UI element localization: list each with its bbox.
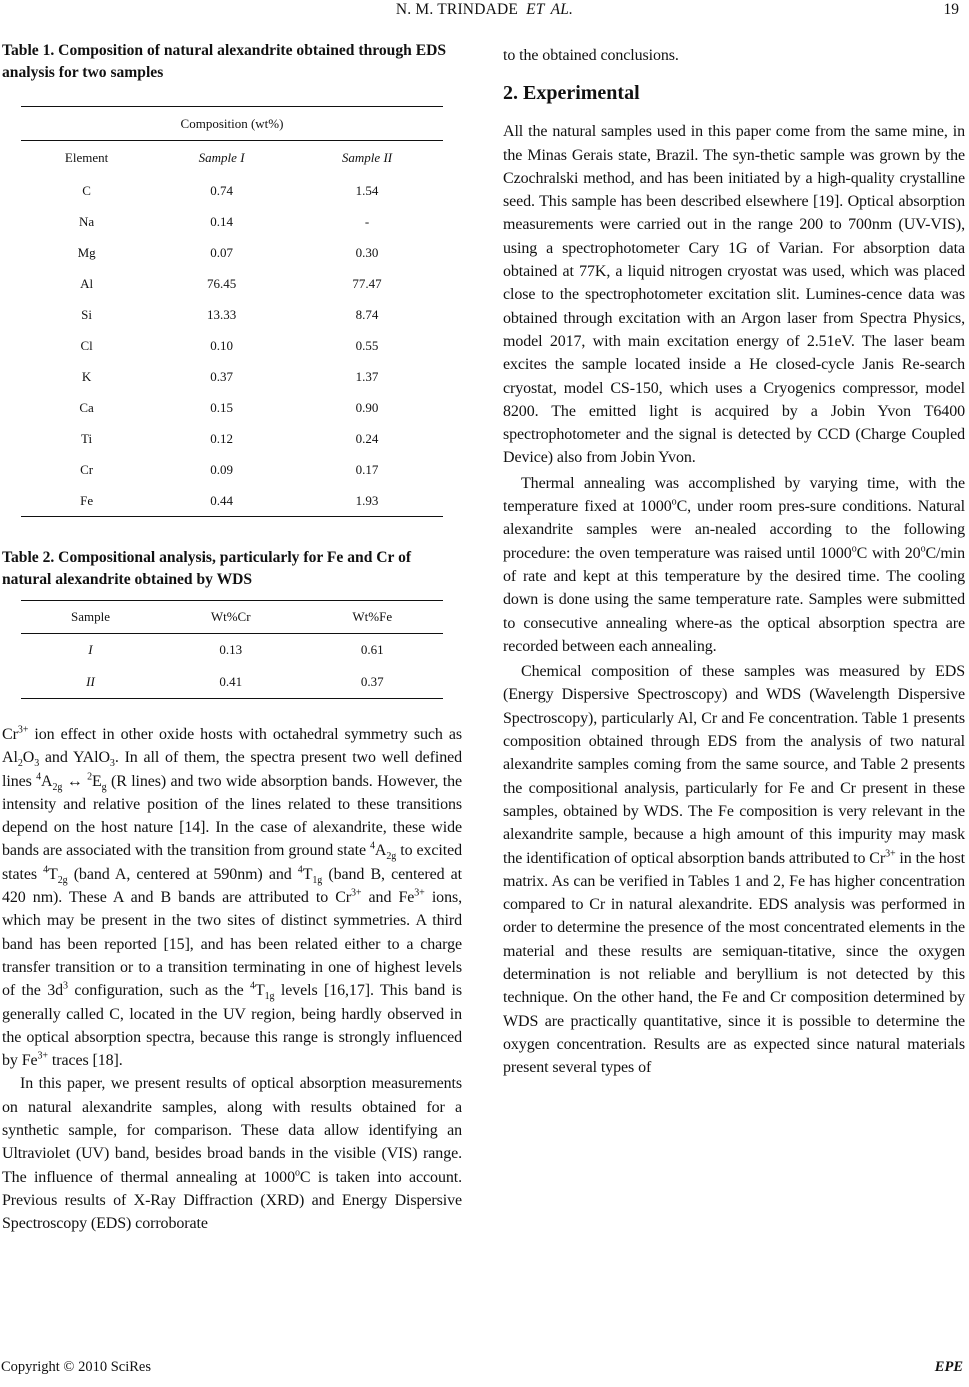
table1 — [21, 106, 443, 517]
cell: I — [88, 642, 93, 657]
left-paragraph-2: In this paper, we present results of optical absorption measurements on natural alexandrite samples, along with results obtained for a synthetic sample, for comparison. These data allow identifying an Ultraviolet (UV) band, besides broad bands in the visible (VIS) range. The influence of thermal annealing at 1000$^o$C is taken into account. Previous results of X-Ray Diffraction (XRD) and Energy Dispersive Spectroscopy (EDS) corroborate — [2, 1075, 462, 1233]
table2-col-fe: Wt%Fe — [301, 601, 443, 634]
left-paragraph-1: $Cr^{3+}$ ion effect in other oxide hosts with octahedral symmetry such as $Al_2O_3$ and YAlO$_3$. In all of them, the spectra present two well defined lines $^4A_{2g}$ ↔ $^2E_g$ (R lines) and two wide absorption bands. However, the intensity and relative position of the lines related to these transitions depend on the host nature [14]. In the case of alexandrite, these wide bands are associated with the transition from ground state $^4A_{2g}$ to excited states $^4T_{2g}$ (band A, centered at 590nm) and $^4T_{1g}$ (band B, centered at 420 nm). These A and B bands are attributed to $Cr^{3+}$ and $Fe^{3+}$ ions, which may be present in the two sites of distinct symmetries. A third band has been reported [15], and has been related either to a charge transfer transition or to a transition terminating in one of highest levels of the $3d^3$ configuration, such as the $^4T_{1g}$ levels [16,17]. This band is generally called C, located in the UV region, being hardly observed in the optical absorption spectra, because this range is strongly influenced by $Fe^{3+}$ traces [18]. — [2, 724, 462, 1070]
cell: 1.93 — [291, 485, 443, 517]
cell: 0.14 — [210, 213, 233, 229]
cell: Ti — [81, 430, 93, 446]
cell: 0.15 — [210, 399, 233, 415]
table-row — [21, 206, 443, 237]
table-row — [21, 666, 443, 699]
cell: 0.37 — [210, 368, 233, 384]
running-head — [0, 0, 969, 24]
table-row — [21, 175, 443, 206]
cell: Cr — [80, 461, 94, 477]
cell: 1.54 — [355, 182, 379, 198]
cell: - — [364, 213, 370, 229]
table-row — [21, 361, 443, 392]
page-number: 19 — [943, 1, 959, 18]
cell: 0.74 — [210, 182, 233, 198]
cell: 0.61 — [360, 642, 384, 657]
right-paragraph-2: Thermal annealing was accomplished by varying time, with the temperature fixed at 1000$^o$C, under room pres-sure conditions. Natural alexandrite samples were an-nealed according to the following procedure: the oven temperature was raised until 1000$^o$C with 20$^o$C/min of rate and kept at this temperature by the desired time. The cooling down is done using the same temperature rate. Samples were submitted to consecutive annealing where-as the optical absorption spectra are recorded between each annealing. — [503, 474, 966, 655]
table2-header-row — [21, 601, 443, 634]
table1-group-header-row — [21, 107, 443, 141]
journal-abbrev: EPE — [934, 1359, 963, 1375]
al-text: AL. — [550, 1, 574, 18]
cell: Cl — [80, 337, 93, 353]
cell: Mg — [77, 244, 96, 260]
right-paragraph-3: Chemical composition of these samples was measured by EDS (Energy Dispersive Spectroscopy) and WDS (Wavelength Dispersive Spectroscopy), particularly Al, Cr and Fe concentration. Table 1 presents composition obtained through EDS from the analysis of two natural alexandrite samples coming from the same source, and Table 2 presents the compositional analysis, particularly for Fe and Cr present in these samples, obtained by WDS. The Fe composition is very relevant in the alexandrite sample, because a high amount of this impurity may mask the identification of optical absorption bands attributed to $Cr^{3+}$ in the host matrix. As can be verified in Tables 1 and 2, Fe has higher concentration compared to Cr in natural alexandrite. EDS analysis was performed in order to determine the presence of the most concentrated elements in the material and these results are semiquan-titative, since the oxygen determination is not reliable and beryllium is not detected by this technique. On the other hand, the Fe and Cr composition determined by WDS are practically quantitative, since it is possible to determine the oxygen concentration. Results are as expected since natural materials present several types of — [503, 663, 965, 1077]
cell: 0.07 — [210, 244, 233, 260]
cell: 0.30 — [355, 244, 379, 260]
left-column — [2, 40, 462, 1236]
table-row — [21, 237, 443, 268]
table1-group-header: Composition (wt%) — [21, 107, 443, 141]
cell: 0.55 — [355, 337, 379, 353]
cell: 0.13 — [219, 642, 243, 657]
section-title-experimental: 2. Experimental — [503, 82, 640, 105]
table2-caption: Table 2. Compositional analysis, particularly for Fe and Cr of natural alexandrite obtained by WDS — [2, 549, 412, 588]
table1-header-row — [21, 141, 443, 176]
table-row — [21, 485, 443, 517]
cell: Fe — [21, 485, 152, 517]
right-column — [503, 40, 965, 1079]
table1-caption: Table 1. Composition of natural alexandrite obtained through EDS analysis for two samples — [2, 42, 447, 81]
right-continuation: to the obtained conclusions. — [503, 47, 679, 64]
table1-col-sample1: Sample I — [198, 150, 245, 165]
cell: 76.45 — [206, 275, 237, 291]
cell: 0.44 — [152, 485, 291, 517]
cell: 0.09 — [210, 461, 233, 477]
table2 — [21, 600, 443, 699]
table2-col-cr: Wt%Cr — [160, 601, 302, 634]
copyright-notice: Copyright © 2010 SciRes — [1, 1359, 151, 1375]
table-row — [21, 423, 443, 454]
cell: C — [82, 182, 91, 198]
authors-text: N. M. TRINDADE — [395, 1, 519, 18]
table-row — [21, 330, 443, 361]
cell: Si — [81, 306, 93, 322]
cell: II — [21, 666, 160, 699]
table-row — [21, 299, 443, 330]
cell: 0.17 — [355, 461, 379, 477]
table-row — [21, 454, 443, 485]
running-head-authors — [0, 1, 969, 19]
cell: 77.47 — [352, 275, 382, 291]
right-paragraph-1: All the natural samples used in this paper come from the same mine, in the Minas Gerais state, Brazil. The syn-thetic sample was grown by the Czochralski method, and has been initiated by a high-quality crystalline seed. This sample has been described elsewhere [19]. Optical absorption measurements were carried out in the range 200 to 700nm (UV-VIS), using a spectrophotometer Cary 1G of Varian. For absorption data obtained at 77K, a liquid nitrogen cryostat was used, which was placed close to the spectrophotometer excitation slit. Lumines-cence data was obtained through excitation with an Argon laser from Spectra Physics, model 2017, with main excitation energy of 2.51eV. The laser beam excites the sample located inside a He closed-cycle Janis Re-search cryostat, model CS-150, which uses a Cryogenics compressor, model 8200. The emitted light is acquired by a Jobin Yvon T6400 spectrophotometer and the signal is detected by CCD (Charge Coupled Device) also from Jobin Yvon. — [503, 123, 965, 467]
cell: 0.37 — [301, 666, 443, 699]
table1-col-element: Element — [64, 150, 109, 165]
cell: 8.74 — [355, 306, 379, 322]
cell: 0.12 — [210, 430, 233, 446]
table2-col-sample: Sample — [21, 601, 160, 634]
table-row — [21, 268, 443, 299]
cell: Na — [79, 213, 95, 229]
cell: 1.37 — [355, 368, 379, 384]
table-row — [21, 634, 443, 667]
cell: 13.33 — [206, 306, 237, 322]
cell: Al — [80, 275, 94, 291]
cell: K — [81, 368, 92, 384]
cell: 0.41 — [160, 666, 302, 699]
table-row — [21, 392, 443, 423]
cell: 0.24 — [355, 430, 379, 446]
cell: 0.90 — [355, 399, 379, 415]
et-text: ET — [526, 1, 545, 18]
cell: Ca — [79, 399, 94, 415]
table1-col-sample2: Sample II — [341, 150, 393, 165]
cell: 0.10 — [210, 337, 233, 353]
